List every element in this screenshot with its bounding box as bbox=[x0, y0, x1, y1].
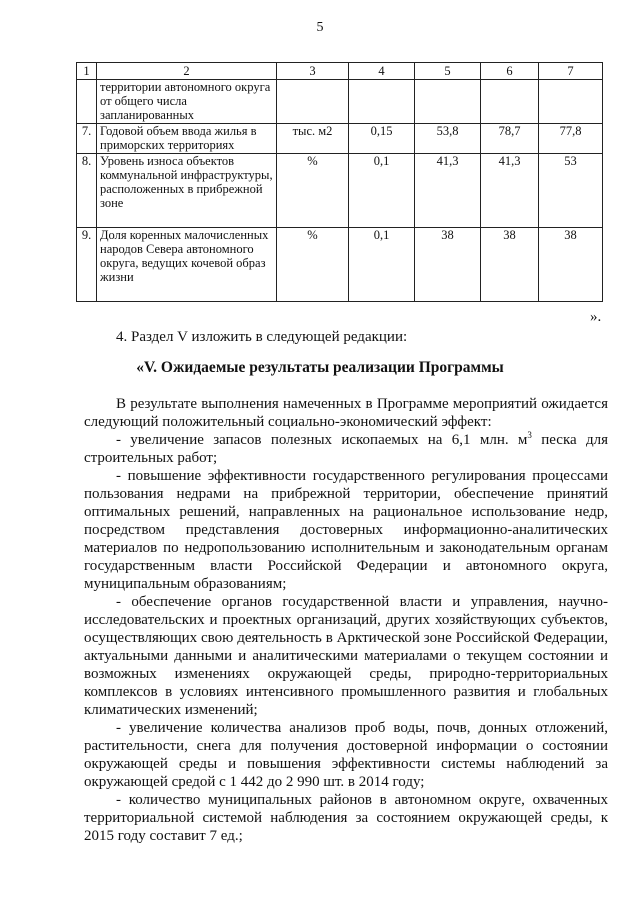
paragraph: - обеспечение органов государственной власти и управления, научно-исследовательских и проектных организаций, других хозяйствующих субъектов, осуществляющих свою деятельность в Арктической зоне Российской Федерации, актуальными данными и аналитическими материалами о текущем состоянии и возможных изменениях окружающей среды, природно-территориальных комплексов в условиях интенсивного промышленного развития и глобальных климатических изменений; bbox=[84, 594, 608, 718]
table-row bbox=[77, 154, 603, 228]
value-cell: 38 bbox=[481, 228, 539, 302]
paragraph: - повышение эффективности государственного регулирования процессами пользования недрами на прибрежной территории, обеспечение принятий оптимальных решений, направленных на рациональное использование недр, посредством представления достоверных информационно-аналитических материалов по недропользованию исполнительным и законодательным органам государственным власти Российской Федерации и автономного округа, муниципальным образованиям; bbox=[84, 468, 608, 592]
unit-cell bbox=[277, 80, 349, 124]
row-number: 7. bbox=[77, 124, 97, 154]
table-row bbox=[77, 228, 603, 302]
indicators-table bbox=[76, 62, 603, 302]
row-number bbox=[77, 80, 97, 124]
indicator-name: Доля коренных малочисленных народов Севера автономного округа, ведущих кочевой образ жизни bbox=[97, 228, 277, 302]
value-cell: 77,8 bbox=[539, 124, 603, 154]
value-cell bbox=[349, 80, 415, 124]
closing-quote: ». bbox=[590, 309, 602, 325]
indicator-name: территории автономного округа от общего числа запланированных bbox=[97, 80, 277, 124]
section-title: «V. Ожидаемые результаты реализации Программы bbox=[136, 359, 504, 376]
paragraph: - увеличение количества анализов проб воды, почв, донных отложений, растительности, снега для получения достоверной информации о состоянии окружающей среды и повышения эффективности системы наблюдений за окружающей средой с 1 442 до 2 990 шт. в 2014 году; bbox=[84, 720, 608, 790]
row-number: 8. bbox=[77, 154, 97, 228]
value-cell: 41,3 bbox=[415, 154, 481, 228]
table-header-cell: 2 bbox=[97, 63, 277, 80]
unit-cell: % bbox=[277, 228, 349, 302]
indicator-name: Годовой объем ввода жилья в приморских территориях bbox=[97, 124, 277, 154]
table-header-cell: 3 bbox=[277, 63, 349, 80]
paragraph-text: - увеличение запасов полезных ископаемых на 6,1 млн. м bbox=[116, 432, 528, 448]
value-cell: 41,3 bbox=[481, 154, 539, 228]
value-cell: 38 bbox=[539, 228, 603, 302]
indicator-name: Уровень износа объектов коммунальной инфраструктуры, расположенных в прибрежной зоне bbox=[97, 154, 277, 228]
table-header-row bbox=[77, 63, 603, 80]
amendment-instruction: 4. Раздел V изложить в следующей редакции: bbox=[116, 329, 408, 345]
table-row bbox=[77, 124, 603, 154]
table-row bbox=[77, 80, 603, 124]
table-header-cell: 4 bbox=[349, 63, 415, 80]
value-cell bbox=[539, 80, 603, 124]
value-cell: 53 bbox=[539, 154, 603, 228]
paragraph: - количество муниципальных районов в автономном округе, охваченных территориальной системой наблюдения за состоянием окружающей среды, к 2015 году составит 7 ед.; bbox=[84, 792, 608, 844]
value-cell: 0,1 bbox=[349, 228, 415, 302]
unit-cell: тыс. м2 bbox=[277, 124, 349, 154]
unit-cell: % bbox=[277, 154, 349, 228]
table-header-cell: 7 bbox=[539, 63, 603, 80]
paragraph: В результате выполнения намеченных в Программе мероприятий ожидается следующий положительный социально-экономический эффект: bbox=[84, 396, 608, 430]
table-header-cell: 6 bbox=[481, 63, 539, 80]
value-cell: 78,7 bbox=[481, 124, 539, 154]
superscript: 3 bbox=[527, 430, 532, 440]
paragraph-text: песка для строительных работ; bbox=[84, 432, 608, 466]
paragraph bbox=[84, 431, 608, 467]
table-header-cell: 1 bbox=[77, 63, 97, 80]
value-cell bbox=[415, 80, 481, 124]
table-header-cell: 5 bbox=[415, 63, 481, 80]
value-cell: 0,15 bbox=[349, 124, 415, 154]
value-cell bbox=[481, 80, 539, 124]
value-cell: 38 bbox=[415, 228, 481, 302]
value-cell: 0,1 bbox=[349, 154, 415, 228]
page-number: 5 bbox=[316, 20, 324, 35]
value-cell: 53,8 bbox=[415, 124, 481, 154]
row-number: 9. bbox=[77, 228, 97, 302]
body-text bbox=[84, 395, 608, 845]
